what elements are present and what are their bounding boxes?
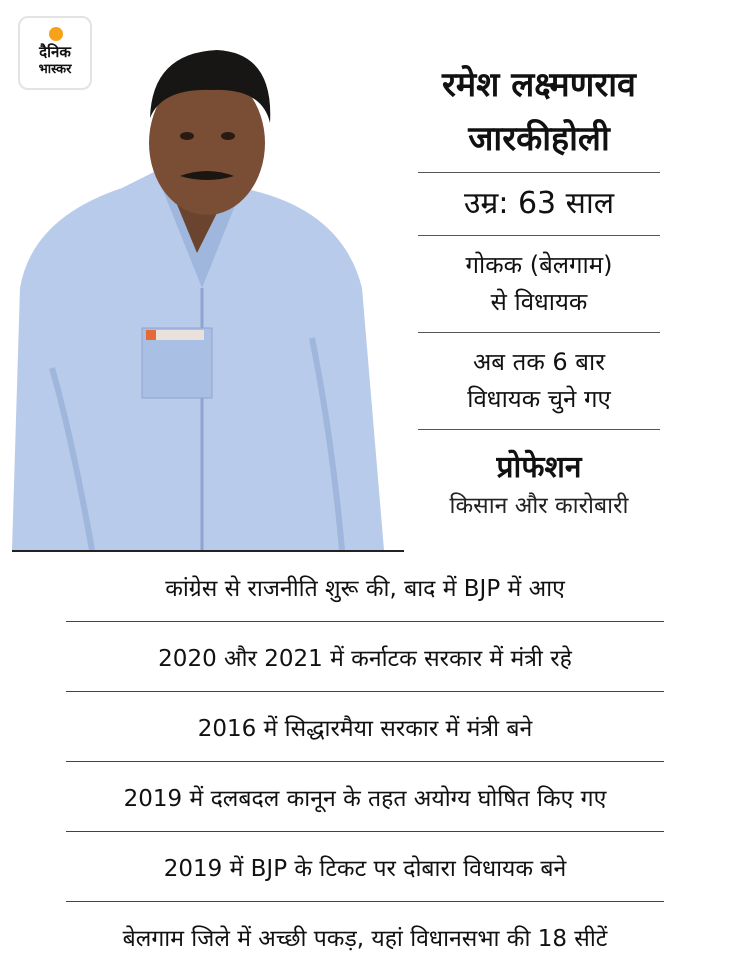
name-line-1: रमेश लक्ष्मणराव (442, 65, 636, 105)
name-line-2: जारकीहोली (468, 119, 610, 159)
portrait-photo (12, 38, 392, 550)
fact-list (0, 552, 730, 971)
constituency-line-2: से विधायक (490, 288, 588, 316)
fact-item: 2019 में दलबदल कानून के तहत अयोग्य घोषित किए गए (123, 785, 607, 812)
fact-item: 2020 और 2021 में कर्नाटक सरकार में मंत्री रहे (158, 645, 572, 672)
terms-line-2: विधायक चुने गए (467, 385, 611, 413)
fact-item: 2016 में सिद्धारमैया सरकार में मंत्री बने (197, 715, 533, 742)
logo-line-1: दैनिक (39, 43, 71, 61)
terms-line-1: अब तक 6 बार (472, 348, 606, 376)
constituency-text (418, 236, 660, 332)
fact-item: 2019 में BJP के टिकट पर दोबारा विधायक बने (163, 855, 567, 882)
profession-value: किसान और कारोबारी (449, 493, 629, 519)
person-name (418, 58, 660, 166)
terms-text (418, 333, 660, 429)
logo-line-2: भास्कर (38, 62, 72, 77)
fact-item: बेलगाम जिले में अच्छी पकड़, यहां विधानसभा की 18 सीटें (122, 925, 608, 952)
profile-panel (418, 48, 660, 522)
divider (418, 429, 660, 430)
fact-item: कांग्रेस से राजनीति शुरू की, बाद में BJP में आए (165, 575, 565, 602)
profession-title: प्रोफेशन (496, 450, 582, 485)
age-text: उम्र: 63 साल (463, 186, 615, 221)
constituency-line-1: गोकक (बेलगाम) (465, 251, 613, 279)
